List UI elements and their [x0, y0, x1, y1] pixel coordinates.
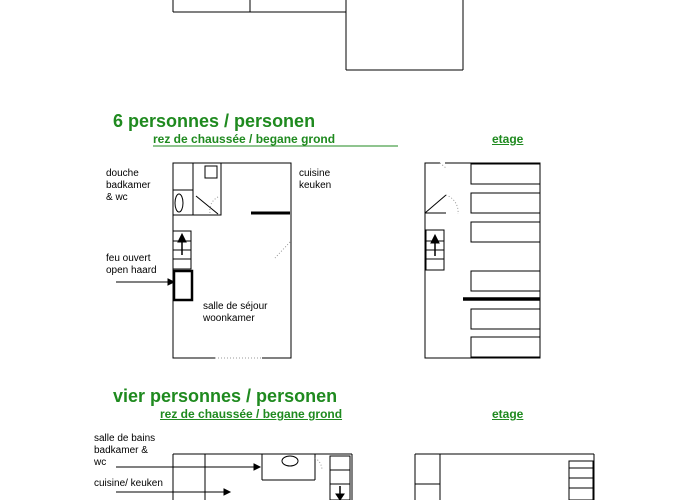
bed-4	[471, 271, 540, 291]
four-ground-floor-heading: rez de chaussée / begane grond	[160, 407, 343, 421]
four-upper-bed	[569, 461, 593, 500]
six-upper-floor-heading: etage	[492, 132, 524, 146]
bed-2	[471, 193, 540, 213]
four-ground-floor-plan	[116, 454, 352, 500]
label-bath-nl: badkamer &	[94, 445, 148, 456]
label-fireplace-nl: open haard	[106, 265, 157, 276]
label-shower-fr: douche	[106, 168, 139, 179]
label-fireplace-fr: feu ouvert	[106, 253, 151, 264]
label-shower-nl: badkamer	[106, 180, 151, 191]
six-ground-floor-heading: rez de chaussée / begane grond	[153, 132, 336, 146]
shower-room	[173, 163, 221, 215]
six-persons-title: 6 personnes / personen	[113, 111, 316, 131]
label-kitchen-fr: cuisine	[299, 168, 331, 179]
label-kitchen-four: cuisine/ keuken	[94, 478, 163, 489]
four-upper-floor-plan	[415, 454, 594, 500]
top-partial-plan	[173, 0, 463, 70]
label-living-nl: woonkamer	[203, 313, 255, 324]
label-bath-wc: wc	[94, 457, 107, 468]
bed-1	[471, 164, 540, 184]
fireplace	[174, 271, 192, 300]
washbasin	[175, 194, 183, 212]
bed-3	[471, 222, 540, 242]
bath-basin	[282, 456, 298, 466]
label-shower-wc: & wc	[106, 192, 128, 203]
four-upper-floor-heading: etage	[492, 407, 524, 421]
bed-5	[471, 309, 540, 329]
bed-6	[471, 337, 540, 357]
six-upper-floor-plan	[425, 163, 540, 358]
label-bath-fr: salle de bains	[94, 433, 156, 444]
label-kitchen-nl: keuken	[299, 180, 332, 191]
four-persons-title: vier personnes / personen	[113, 386, 338, 406]
label-living-fr: salle de séjour	[203, 301, 268, 312]
shower-tray	[205, 166, 217, 178]
